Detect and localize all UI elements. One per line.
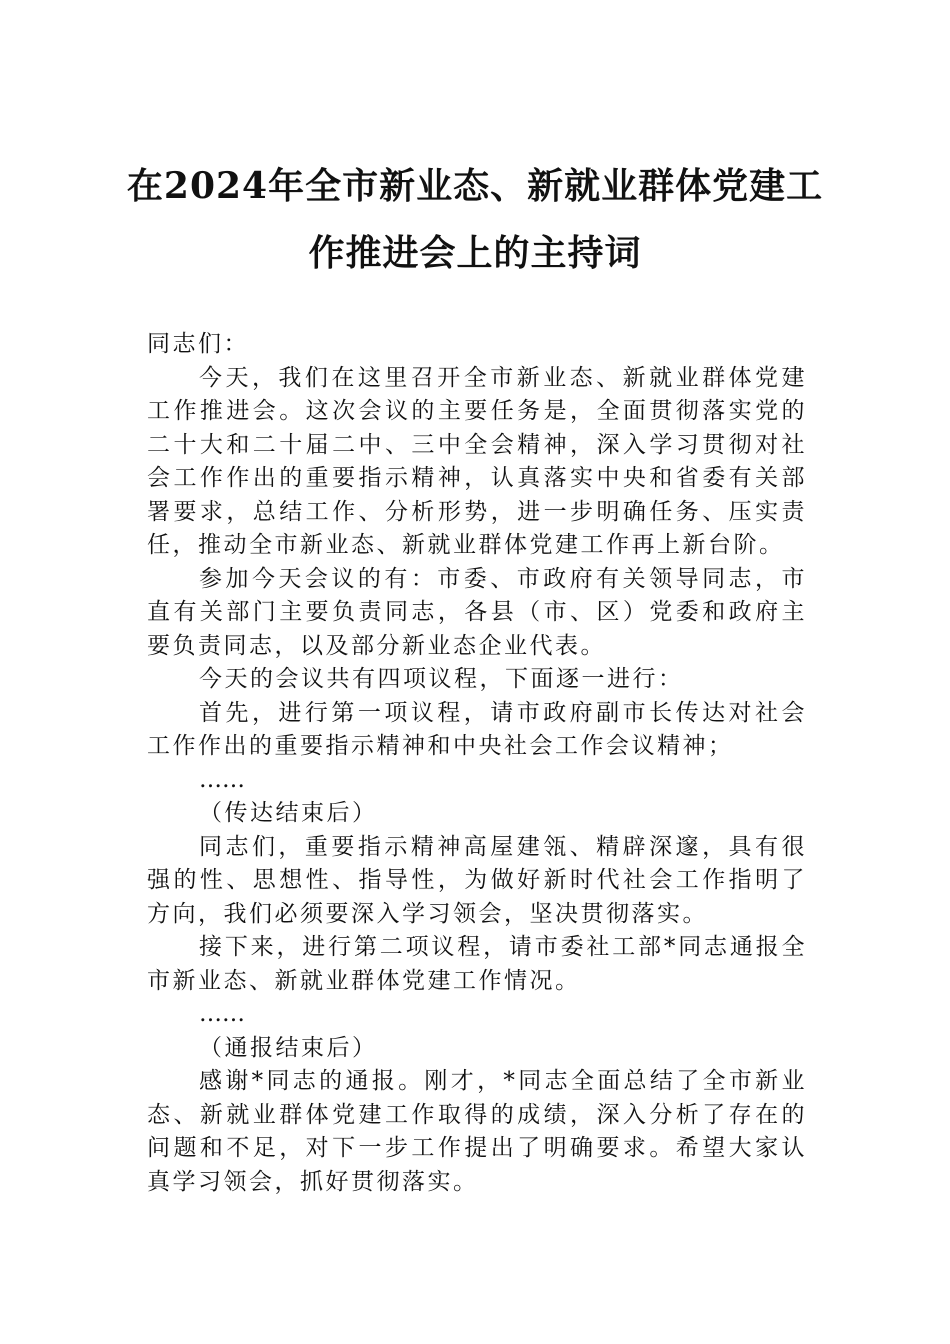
paragraph-opening: 今天，我们在这里召开全市新业态、新就业群体党建工作推进会。这次会议的主要任务是，全面贯彻落实党的二十大和二十届二中、三中全会精神，深入学习贯彻对社会工作作出的重要指示精神，认真落实中央和省委有关部署要求，总结工作、分析形势，进一步明确任务、压实责任，推动全市新业态、新就业群体党建工作再上新台阶。 [147,364,807,558]
ellipsis-2: …… [199,1001,245,1027]
paragraph-agenda-item-1: 首先，进行第一项议程，请市政府副市长传达对社会工作作出的重要指示精神和中央社会工作会议精神； [147,699,807,759]
paragraph-comment-2: 感谢*同志的通报。刚才，*同志全面总结了全市新业态、新就业群体党建工作取得的成绩，深入分析了存在的问题和不足，对下一步工作提出了明确要求。希望大家认真学习领会，抓好贯彻落实。 [147,1068,807,1195]
paragraph-agenda-intro: 今天的会议共有四项议程，下面逐一进行： [199,666,684,692]
paragraph-agenda-item-2: 接下来，进行第二项议程，请市委社工部*同志通报全市新业态、新就业群体党建工作情况。 [147,934,807,994]
salutation: 同志们： [147,331,249,357]
paragraph-after-report-2: （通报结束后） [199,1034,378,1061]
document-title-line-2: 作推进会上的主持词 [308,232,642,274]
paragraph-comment-1: 同志们，重要指示精神高屋建瓴、精辟深邃，具有很强的性、思想性、指导性，为做好新时代社会工作指明了方向，我们必须要深入学习领会，坚决贯彻落实。 [147,833,807,927]
paragraph-attendees: 参加今天会议的有：市委、市政府有关领导同志，市直有关部门主要负责同志，各县（市、区）党委和政府主要负责同志，以及部分新业态企业代表。 [147,565,807,659]
paragraph-after-report-1: （传达结束后） [199,800,378,826]
document-body [147,328,807,1199]
ellipsis-1: …… [199,766,245,793]
document-title-line-1: 在2024年全市新业态、新就业群体党建工 [126,165,824,207]
